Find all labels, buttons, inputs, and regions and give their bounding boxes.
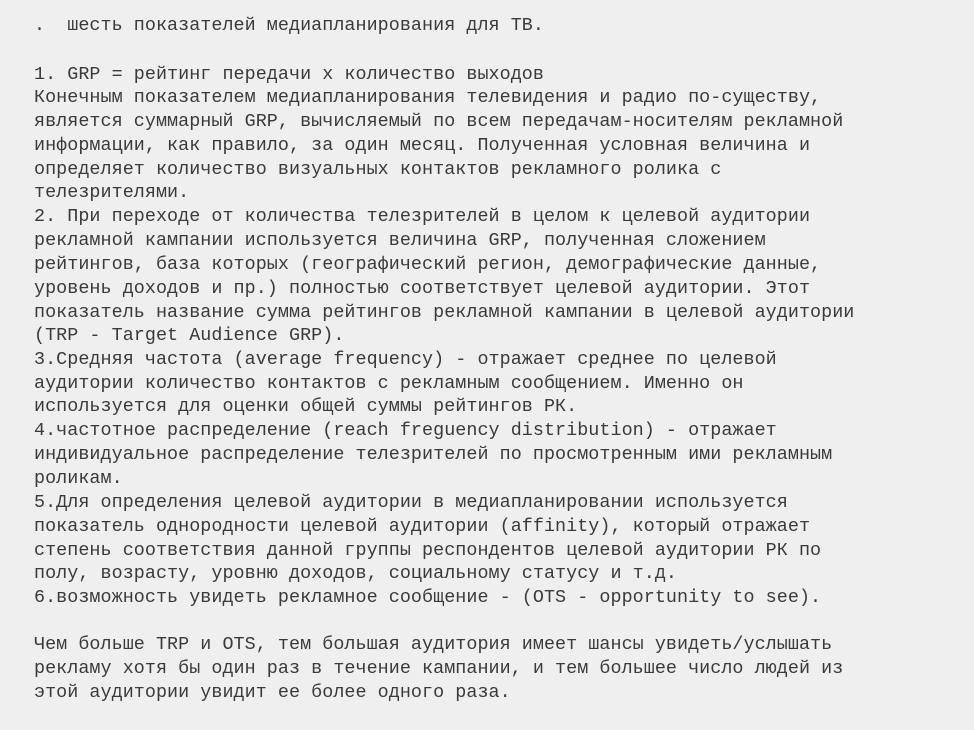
text-line: показатель однородности целевой аудитории (affinity), который отражает: [34, 516, 811, 537]
text-line: телезрителями.: [34, 182, 190, 203]
text-line: Конечным показателем медиапланирования телевидения и радио по-существу,: [34, 87, 822, 108]
text-line: информации, как правило, за один месяц. Полученная условная величина и: [34, 135, 811, 156]
item-2-heading: 2. При переходе от количества телезрителей в целом к целевой аудитории: [34, 206, 811, 227]
text-line: аудитории количество контактов с рекламным сообщением. Именно он: [34, 373, 744, 394]
text-line: рейтингов, база которых (географический регион, демографические данные,: [34, 254, 822, 275]
text-line: (TRP - Target Audience GRP).: [34, 325, 345, 346]
conclusion-line: Чем больше TRP и OTS, тем большая аудитория имеет шансы увидеть/услышать: [34, 634, 833, 655]
text-line: определяет количество визуальных контактов рекламного ролика с: [34, 159, 722, 180]
text-line: полу, возрасту, уровню доходов, социальному статусу и т.д.: [34, 563, 677, 584]
text-line: степень соответствия данной группы респондентов целевой аудитории РК по: [34, 540, 822, 561]
text-line: индивидуальное распределение телезрителей по просмотренным ими рекламным: [34, 444, 833, 465]
item-1-heading: 1. GRP = рейтинг передачи х количество выходов: [34, 64, 544, 85]
text-line: является суммарный GRP, вычисляемый по всем передачам-носителям рекламной: [34, 111, 844, 132]
item-6-heading: 6.возможность увидеть рекламное сообщение - (OTS - opportunity to see).: [34, 587, 822, 608]
text-line: используется для оценки общей суммы рейтингов РК.: [34, 396, 578, 417]
conclusion-line: этой аудитории увидит ее более одного раза.: [34, 682, 511, 703]
conclusion-line: рекламу хотя бы один раз в течение кампании, и тем большее число людей из: [34, 658, 844, 679]
item-5-heading: 5.Для определения целевой аудитории в медиапланировании используется: [34, 492, 788, 513]
item-3-heading: 3.Средняя частота (average frequency) - отражает среднее по целевой: [34, 349, 777, 370]
text-line: роликам.: [34, 468, 123, 489]
text-line: рекламной кампании используется величина GRP, полученная сложением: [34, 230, 766, 251]
text-line: уровень доходов и пр.) полностью соответствует целевой аудитории. Этот: [34, 278, 811, 299]
document-title: . шесть показателей медиапланирования для ТВ.: [34, 15, 544, 36]
text-line: показатель название сумма рейтингов рекламной кампании в целевой аудитории: [34, 302, 855, 323]
item-4-heading: 4.частотное распределение (reach freguency distribution) - отражает: [34, 420, 777, 441]
